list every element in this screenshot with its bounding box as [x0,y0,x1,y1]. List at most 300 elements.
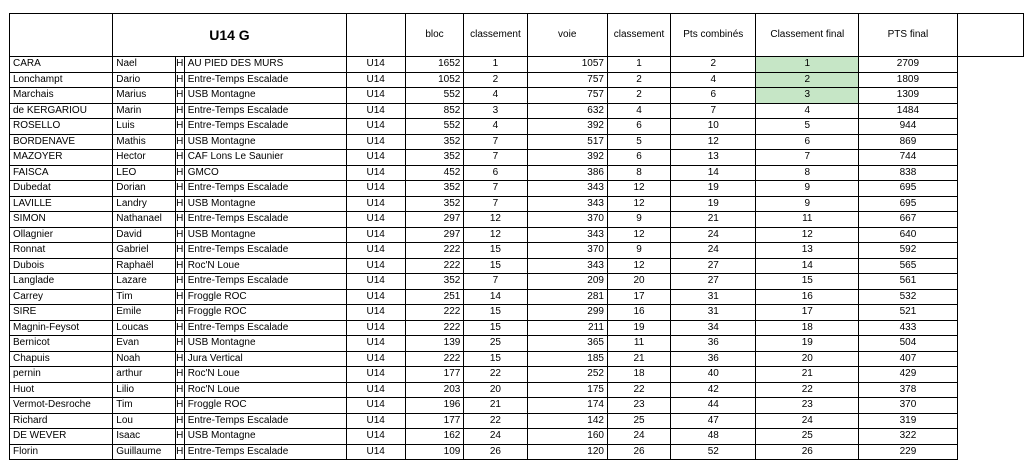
cell-bloc-score: 552 [405,88,464,104]
cell-voie-rank: 26 [607,444,670,460]
table-row [10,88,1024,104]
cell-bloc-rank: 7 [464,274,527,290]
cell-voie-score: 174 [527,398,607,414]
cell-category: U14 [346,72,405,88]
cell-last-name: SIMON [10,212,113,228]
cell-first-name: Evan [113,336,176,352]
table-row [10,150,1024,166]
cell-voie-rank: 12 [607,196,670,212]
cell-first-name: Landry [113,196,176,212]
table-row [10,413,1024,429]
cell-voie-score: 365 [527,336,607,352]
cell-gender: H [175,398,184,414]
cell-bloc-score: 222 [405,305,464,321]
cell-last-name: Richard [10,413,113,429]
table-row [10,165,1024,181]
cell-category: U14 [346,150,405,166]
cell-club: USB Montagne [184,134,346,150]
cell-last-name: Huot [10,382,113,398]
cell-combined-points: 24 [671,227,756,243]
cell-gender: H [175,103,184,119]
cell-final-points: 944 [859,119,957,135]
cell-final-points: 521 [859,305,957,321]
cell-club: GMCO [184,165,346,181]
cell-bloc-score: 297 [405,227,464,243]
cell-last-name: Florin [10,444,113,460]
cell-bloc-score: 552 [405,119,464,135]
cell-club: Jura Vertical [184,351,346,367]
cell-bloc-score: 222 [405,351,464,367]
cell-voie-score: 392 [527,119,607,135]
cell-final-rank: 22 [756,382,859,398]
cell-category: U14 [346,305,405,321]
header-blank [10,14,113,57]
cell-final-rank: 9 [756,196,859,212]
cell-final-points: 370 [859,398,957,414]
cell-category: U14 [346,119,405,135]
cell-first-name: Hector [113,150,176,166]
cell-final-points: 869 [859,134,957,150]
cell-final-rank: 18 [756,320,859,336]
cell-last-name: Carrey [10,289,113,305]
cell-voie-rank: 12 [607,181,670,197]
cell-voie-score: 343 [527,181,607,197]
cell-first-name: arthur [113,367,176,383]
cell-final-rank: 3 [756,88,859,104]
cell-first-name: Marin [113,103,176,119]
cell-bloc-score: 222 [405,320,464,336]
cell-bloc-score: 222 [405,243,464,259]
cell-gender: H [175,212,184,228]
cell-club: AU PIED DES MURS [184,57,346,73]
cell-combined-points: 24 [671,243,756,259]
cell-first-name: Lou [113,413,176,429]
cell-bloc-rank: 4 [464,119,527,135]
table-row [10,57,1024,73]
cell-voie-rank: 6 [607,150,670,166]
cell-first-name: Lilio [113,382,176,398]
cell-category: U14 [346,196,405,212]
cell-bloc-score: 177 [405,367,464,383]
cell-voie-score: 757 [527,72,607,88]
cell-category: U14 [346,165,405,181]
cell-combined-points: 36 [671,336,756,352]
cell-category: U14 [346,336,405,352]
cell-final-points: 378 [859,382,957,398]
cell-bloc-rank: 7 [464,150,527,166]
cell-last-name: SIRE [10,305,113,321]
cell-final-points: 561 [859,274,957,290]
cell-final-rank: 25 [756,429,859,445]
cell-first-name: Nael [113,57,176,73]
cell-bloc-rank: 21 [464,398,527,414]
cell-final-points: 1309 [859,88,957,104]
cell-voie-rank: 1 [607,57,670,73]
cell-club: Roc'N Loue [184,367,346,383]
cell-category: U14 [346,289,405,305]
table-row [10,227,1024,243]
cell-last-name: Dubois [10,258,113,274]
table-row [10,243,1024,259]
cell-category: U14 [346,320,405,336]
cell-final-points: 565 [859,258,957,274]
cell-gender: H [175,305,184,321]
cell-bloc-rank: 22 [464,413,527,429]
cell-final-points: 744 [859,150,957,166]
cell-club: Entre-Temps Escalade [184,274,346,290]
cell-bloc-score: 1652 [405,57,464,73]
cell-gender: H [175,320,184,336]
cell-category: U14 [346,103,405,119]
cell-voie-score: 392 [527,150,607,166]
cell-category: U14 [346,258,405,274]
cell-last-name: Bernicot [10,336,113,352]
table-row [10,429,1024,445]
cell-combined-points: 14 [671,165,756,181]
table-row [10,119,1024,135]
cell-category: U14 [346,134,405,150]
cell-gender: H [175,367,184,383]
cell-first-name: Marius [113,88,176,104]
cell-combined-points: 4 [671,72,756,88]
cell-last-name: CARA [10,57,113,73]
table-row [10,258,1024,274]
header-voie: voie [527,14,607,57]
cell-combined-points: 19 [671,181,756,197]
cell-category: U14 [346,351,405,367]
cell-final-points: 592 [859,243,957,259]
cell-final-rank: 8 [756,165,859,181]
cell-gender: H [175,351,184,367]
cell-bloc-rank: 15 [464,320,527,336]
cell-combined-points: 10 [671,119,756,135]
table-row [10,274,1024,290]
cell-gender: H [175,181,184,197]
cell-gender: H [175,382,184,398]
header-combined-points: Pts combinés [671,14,756,57]
cell-voie-score: 343 [527,227,607,243]
cell-final-rank: 4 [756,103,859,119]
cell-first-name: Gabriel [113,243,176,259]
cell-voie-rank: 16 [607,305,670,321]
cell-bloc-rank: 6 [464,165,527,181]
cell-category: U14 [346,398,405,414]
cell-voie-rank: 11 [607,336,670,352]
cell-combined-points: 47 [671,413,756,429]
cell-voie-score: 185 [527,351,607,367]
cell-bloc-rank: 15 [464,258,527,274]
cell-voie-rank: 17 [607,289,670,305]
cell-club: USB Montagne [184,196,346,212]
cell-bloc-score: 139 [405,336,464,352]
table-row [10,289,1024,305]
cell-bloc-score: 352 [405,196,464,212]
cell-first-name: Luis [113,119,176,135]
cell-club: Froggle ROC [184,305,346,321]
cell-gender: H [175,289,184,305]
cell-last-name: Ronnat [10,243,113,259]
cell-final-points: 640 [859,227,957,243]
cell-final-points: 838 [859,165,957,181]
cell-voie-score: 299 [527,305,607,321]
table-row [10,382,1024,398]
header-final-rank: Classement final [756,14,859,57]
cell-bloc-rank: 7 [464,181,527,197]
cell-first-name: Noah [113,351,176,367]
table-row [10,212,1024,228]
cell-gender: H [175,243,184,259]
cell-gender: H [175,150,184,166]
header-blank [957,14,1023,57]
header-final-points: PTS final [859,14,957,57]
cell-final-rank: 21 [756,367,859,383]
cell-combined-points: 34 [671,320,756,336]
cell-combined-points: 48 [671,429,756,445]
cell-category: U14 [346,274,405,290]
cell-bloc-score: 852 [405,103,464,119]
cell-last-name: MAZOYER [10,150,113,166]
results-table [9,13,1024,460]
cell-club: USB Montagne [184,429,346,445]
cell-voie-rank: 12 [607,258,670,274]
cell-final-points: 532 [859,289,957,305]
cell-category: U14 [346,212,405,228]
cell-club: Roc'N Loue [184,382,346,398]
cell-category: U14 [346,88,405,104]
cell-voie-rank: 8 [607,165,670,181]
table-row [10,134,1024,150]
cell-final-points: 229 [859,444,957,460]
cell-combined-points: 36 [671,351,756,367]
cell-club: Entre-Temps Escalade [184,181,346,197]
cell-combined-points: 19 [671,196,756,212]
cell-club: CAF Lons Le Saunier [184,150,346,166]
cell-voie-score: 120 [527,444,607,460]
table-row [10,196,1024,212]
cell-voie-score: 160 [527,429,607,445]
cell-last-name: Lonchampt [10,72,113,88]
cell-final-points: 1809 [859,72,957,88]
cell-voie-rank: 4 [607,103,670,119]
cell-voie-score: 343 [527,196,607,212]
cell-bloc-rank: 15 [464,305,527,321]
cell-bloc-score: 222 [405,258,464,274]
cell-final-rank: 16 [756,289,859,305]
cell-first-name: Raphaël [113,258,176,274]
header-row [10,14,1024,57]
cell-first-name: Mathis [113,134,176,150]
cell-first-name: Tim [113,398,176,414]
cell-voie-score: 517 [527,134,607,150]
cell-bloc-rank: 12 [464,212,527,228]
cell-final-points: 695 [859,196,957,212]
cell-voie-score: 343 [527,258,607,274]
cell-voie-rank: 9 [607,212,670,228]
cell-club: Entre-Temps Escalade [184,119,346,135]
cell-combined-points: 13 [671,150,756,166]
cell-voie-score: 1057 [527,57,607,73]
cell-bloc-score: 452 [405,165,464,181]
cell-final-points: 667 [859,212,957,228]
cell-last-name: Marchais [10,88,113,104]
cell-first-name: Lazare [113,274,176,290]
header-bloc-rank: classement [464,14,527,57]
cell-last-name: Vermot-Desroche [10,398,113,414]
header-blank [346,14,405,57]
cell-combined-points: 42 [671,382,756,398]
cell-last-name: Magnin-Feysot [10,320,113,336]
cell-final-points: 407 [859,351,957,367]
cell-gender: H [175,274,184,290]
cell-last-name: BORDENAVE [10,134,113,150]
cell-bloc-rank: 12 [464,227,527,243]
cell-club: Froggle ROC [184,398,346,414]
cell-bloc-rank: 15 [464,243,527,259]
cell-last-name: LAVILLE [10,196,113,212]
cell-last-name: FAISCA [10,165,113,181]
cell-category: U14 [346,382,405,398]
cell-club: Froggle ROC [184,289,346,305]
cell-last-name: pernin [10,367,113,383]
cell-final-rank: 2 [756,72,859,88]
cell-bloc-rank: 3 [464,103,527,119]
cell-category: U14 [346,227,405,243]
cell-bloc-score: 352 [405,181,464,197]
cell-last-name: Dubedat [10,181,113,197]
cell-final-rank: 26 [756,444,859,460]
table-row [10,351,1024,367]
cell-bloc-rank: 26 [464,444,527,460]
cell-voie-score: 175 [527,382,607,398]
cell-voie-score: 142 [527,413,607,429]
cell-combined-points: 7 [671,103,756,119]
cell-final-rank: 20 [756,351,859,367]
cell-combined-points: 27 [671,258,756,274]
cell-final-points: 429 [859,367,957,383]
cell-voie-rank: 9 [607,243,670,259]
cell-combined-points: 40 [671,367,756,383]
cell-first-name: Loucas [113,320,176,336]
cell-last-name: DE WEVER [10,429,113,445]
cell-club: Entre-Temps Escalade [184,413,346,429]
cell-final-rank: 9 [756,181,859,197]
cell-voie-rank: 5 [607,134,670,150]
cell-bloc-score: 251 [405,289,464,305]
cell-bloc-rank: 15 [464,351,527,367]
cell-combined-points: 27 [671,274,756,290]
cell-voie-rank: 2 [607,88,670,104]
table-row [10,367,1024,383]
cell-final-rank: 12 [756,227,859,243]
cell-bloc-rank: 4 [464,88,527,104]
cell-bloc-rank: 7 [464,196,527,212]
cell-club: USB Montagne [184,336,346,352]
cell-gender: H [175,336,184,352]
cell-final-points: 695 [859,181,957,197]
cell-bloc-score: 352 [405,134,464,150]
cell-last-name: de KERGARIOU [10,103,113,119]
cell-first-name: Tim [113,289,176,305]
cell-final-points: 504 [859,336,957,352]
cell-bloc-score: 1052 [405,72,464,88]
category-title: U14 G [113,14,346,57]
cell-gender: H [175,196,184,212]
cell-gender: H [175,444,184,460]
cell-voie-rank: 20 [607,274,670,290]
cell-bloc-rank: 2 [464,72,527,88]
cell-bloc-rank: 7 [464,134,527,150]
cell-voie-rank: 6 [607,119,670,135]
cell-combined-points: 31 [671,289,756,305]
cell-club: Entre-Temps Escalade [184,320,346,336]
cell-bloc-rank: 14 [464,289,527,305]
cell-gender: H [175,88,184,104]
cell-last-name: Ollagnier [10,227,113,243]
cell-voie-score: 209 [527,274,607,290]
cell-first-name: David [113,227,176,243]
cell-final-rank: 23 [756,398,859,414]
table-row [10,398,1024,414]
cell-bloc-score: 162 [405,429,464,445]
cell-bloc-score: 109 [405,444,464,460]
cell-club: Roc'N Loue [184,258,346,274]
cell-voie-rank: 23 [607,398,670,414]
cell-combined-points: 31 [671,305,756,321]
cell-club: USB Montagne [184,227,346,243]
cell-final-rank: 5 [756,119,859,135]
cell-combined-points: 6 [671,88,756,104]
cell-category: U14 [346,413,405,429]
cell-final-rank: 1 [756,57,859,73]
cell-bloc-rank: 25 [464,336,527,352]
cell-last-name: Langlade [10,274,113,290]
cell-gender: H [175,413,184,429]
table-row [10,103,1024,119]
table-row [10,72,1024,88]
header-voie-rank: classement [607,14,670,57]
cell-gender: H [175,72,184,88]
cell-voie-score: 370 [527,243,607,259]
header-bloc: bloc [405,14,464,57]
cell-voie-score: 211 [527,320,607,336]
cell-category: U14 [346,367,405,383]
cell-club: Entre-Temps Escalade [184,243,346,259]
cell-bloc-score: 196 [405,398,464,414]
cell-first-name: LEO [113,165,176,181]
cell-last-name: ROSELLO [10,119,113,135]
cell-bloc-rank: 1 [464,57,527,73]
cell-bloc-score: 203 [405,382,464,398]
cell-gender: H [175,165,184,181]
cell-voie-score: 252 [527,367,607,383]
table-row [10,181,1024,197]
cell-bloc-score: 297 [405,212,464,228]
cell-club: Entre-Temps Escalade [184,212,346,228]
cell-final-rank: 24 [756,413,859,429]
cell-category: U14 [346,57,405,73]
cell-voie-score: 370 [527,212,607,228]
cell-gender: H [175,429,184,445]
cell-final-points: 2709 [859,57,957,73]
cell-voie-score: 281 [527,289,607,305]
cell-final-rank: 14 [756,258,859,274]
cell-final-points: 322 [859,429,957,445]
cell-bloc-score: 352 [405,150,464,166]
cell-final-rank: 17 [756,305,859,321]
cell-final-points: 433 [859,320,957,336]
cell-bloc-rank: 20 [464,382,527,398]
cell-gender: H [175,57,184,73]
